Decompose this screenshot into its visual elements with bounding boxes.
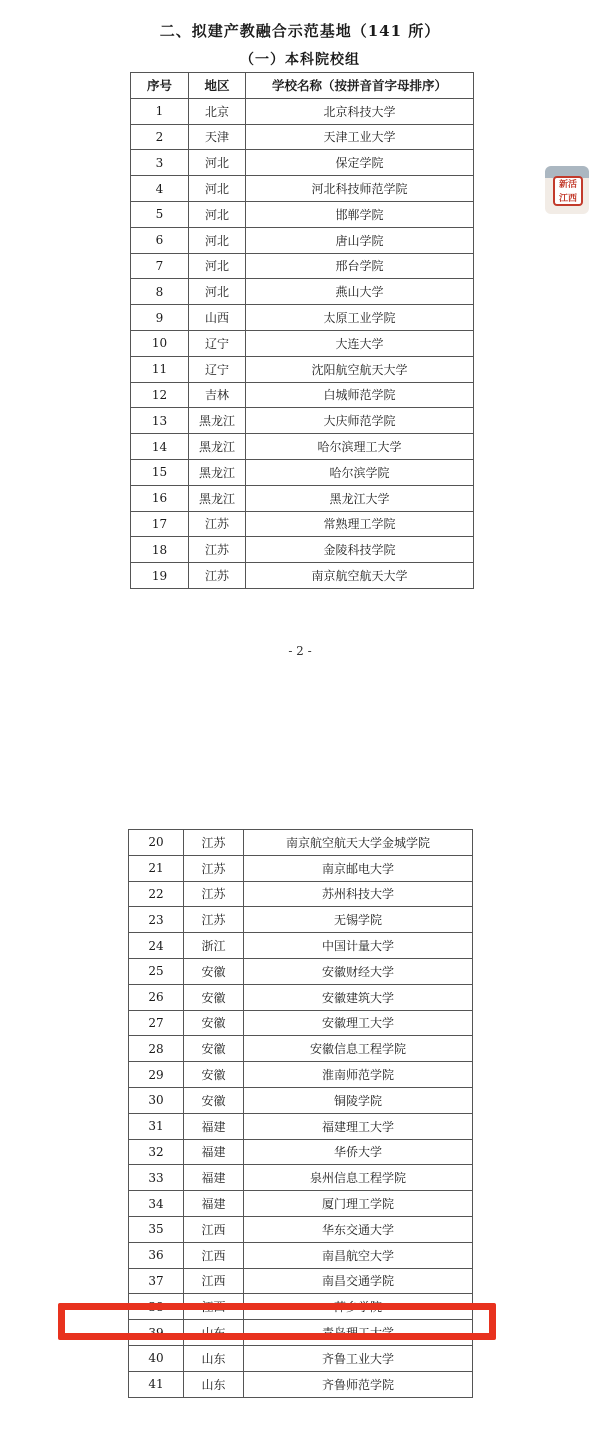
cell-number: 31: [129, 1113, 184, 1139]
watermark-stamp: [545, 166, 589, 214]
cell-region: 黑龙江: [189, 485, 246, 511]
cell-region: 浙江: [184, 933, 244, 959]
cell-number: 21: [129, 855, 184, 881]
cell-number: 10: [131, 330, 189, 356]
highlight-box: [58, 1303, 496, 1340]
cell-number: 13: [131, 408, 189, 434]
cell-school-name: 沈阳航空航天大学: [246, 356, 474, 382]
cell-region: 辽宁: [189, 330, 246, 356]
table-row: [131, 408, 474, 434]
cell-number: 40: [129, 1345, 184, 1371]
cell-number: 17: [131, 511, 189, 537]
cell-region: 江苏: [184, 881, 244, 907]
cell-region: 安徽: [184, 1036, 244, 1062]
table-row: [129, 1087, 473, 1113]
cell-region: 河北: [189, 201, 246, 227]
cell-number: 22: [129, 881, 184, 907]
table-row: [129, 1216, 473, 1242]
cell-school-name: 河北科技师范学院: [246, 176, 474, 202]
table-row: [131, 98, 474, 124]
cell-school-name: 福建理工大学: [244, 1113, 473, 1139]
cell-school-name: 大连大学: [246, 330, 474, 356]
cell-region: 安徽: [184, 984, 244, 1010]
school-table-page-1: [130, 72, 474, 589]
table-row: [131, 227, 474, 253]
cell-number: 20: [129, 830, 184, 856]
cell-school-name: 铜陵学院: [244, 1087, 473, 1113]
header-number: 序号: [131, 73, 189, 99]
table-row: [129, 1242, 473, 1268]
cell-region: 黑龙江: [189, 459, 246, 485]
cell-school-name: 北京科技大学: [246, 98, 474, 124]
table-row: [131, 176, 474, 202]
table-row: [129, 1345, 473, 1371]
cell-school-name: 邢台学院: [246, 253, 474, 279]
document-title: 二、拟建产教融合示范基地（141 所）: [159, 22, 441, 40]
cell-school-name: 泉州信息工程学院: [244, 1165, 473, 1191]
cell-region: 山东: [184, 1371, 244, 1397]
cell-school-name: 唐山学院: [246, 227, 474, 253]
table-row: [129, 1036, 473, 1062]
cell-number: 2: [131, 124, 189, 150]
table-row: [131, 485, 474, 511]
table-row: [131, 434, 474, 460]
table-row: [131, 537, 474, 563]
section-subtitle: （一）本科院校组: [240, 52, 360, 68]
cell-number: 18: [131, 537, 189, 563]
cell-number: 34: [129, 1191, 184, 1217]
table-row: [131, 201, 474, 227]
cell-number: 35: [129, 1216, 184, 1242]
cell-region: 河北: [189, 279, 246, 305]
table-row: [129, 984, 473, 1010]
cell-number: 7: [131, 253, 189, 279]
table-row: [131, 279, 474, 305]
table-row: [131, 253, 474, 279]
cell-region: 江苏: [184, 830, 244, 856]
cell-number: 8: [131, 279, 189, 305]
cell-number: 23: [129, 907, 184, 933]
table-row: [129, 1062, 473, 1088]
table-row: [131, 305, 474, 331]
cell-number: 39: [129, 1320, 184, 1346]
cell-school-name: 安徽财经大学: [244, 958, 473, 984]
cell-school-name: 南昌航空大学: [244, 1242, 473, 1268]
table-row: [131, 382, 474, 408]
table-row: [131, 563, 474, 589]
table-row: [129, 907, 473, 933]
cell-region: 安徽: [184, 1062, 244, 1088]
cell-school-name: 华侨大学: [244, 1139, 473, 1165]
table-row: [129, 855, 473, 881]
cell-region: 山西: [189, 305, 246, 331]
cell-school-name: 金陵科技学院: [246, 537, 474, 563]
cell-school-name: 哈尔滨理工大学: [246, 434, 474, 460]
cell-region: 辽宁: [189, 356, 246, 382]
cell-school-name: 常熟理工学院: [246, 511, 474, 537]
table-row: [131, 459, 474, 485]
cell-number: 4: [131, 176, 189, 202]
cell-region: 黑龙江: [189, 434, 246, 460]
cell-school-name: 黑龙江大学: [246, 485, 474, 511]
cell-region: 江西: [184, 1294, 244, 1320]
cell-school-name: 保定学院: [246, 150, 474, 176]
cell-school-name: 萍乡学院: [244, 1294, 473, 1320]
cell-region: 北京: [189, 98, 246, 124]
cell-school-name: 无锡学院: [244, 907, 473, 933]
cell-school-name: 青岛理工大学: [244, 1320, 473, 1346]
cell-number: 1: [131, 98, 189, 124]
cell-region: 江西: [184, 1216, 244, 1242]
cell-school-name: 南京航空航天大学金城学院: [244, 830, 473, 856]
cell-number: 14: [131, 434, 189, 460]
cell-number: 33: [129, 1165, 184, 1191]
cell-region: 山东: [184, 1320, 244, 1346]
cell-region: 福建: [184, 1165, 244, 1191]
cell-school-name: 淮南师范学院: [244, 1062, 473, 1088]
cell-school-name: 南京邮电大学: [244, 855, 473, 881]
cell-region: 吉林: [189, 382, 246, 408]
table-row: [131, 511, 474, 537]
cell-region: 福建: [184, 1191, 244, 1217]
table-row: [129, 933, 473, 959]
cell-number: 6: [131, 227, 189, 253]
table-row: [129, 881, 473, 907]
header-region: 地区: [189, 73, 246, 99]
cell-number: 16: [131, 485, 189, 511]
cell-region: 河北: [189, 253, 246, 279]
table-row: [129, 1191, 473, 1217]
header-school-name: 学校名称（按拼音首字母排序）: [246, 73, 474, 99]
cell-region: 江苏: [189, 537, 246, 563]
cell-region: 河北: [189, 150, 246, 176]
cell-region: 黑龙江: [189, 408, 246, 434]
cell-number: 5: [131, 201, 189, 227]
table-row: [129, 1139, 473, 1165]
cell-number: 3: [131, 150, 189, 176]
cell-region: 福建: [184, 1113, 244, 1139]
cell-school-name: 中国计量大学: [244, 933, 473, 959]
cell-region: 山东: [184, 1345, 244, 1371]
cell-school-name: 苏州科技大学: [244, 881, 473, 907]
cell-school-name: 大庆师范学院: [246, 408, 474, 434]
stamp-logo-icon: 新活 江西: [553, 176, 583, 206]
cell-school-name: 太原工业学院: [246, 305, 474, 331]
cell-school-name: 华东交通大学: [244, 1216, 473, 1242]
table-row: [129, 958, 473, 984]
table-row: [131, 150, 474, 176]
cell-region: 江苏: [189, 563, 246, 589]
cell-region: 河北: [189, 176, 246, 202]
cell-number: 28: [129, 1036, 184, 1062]
cell-school-name: 安徽理工大学: [244, 1010, 473, 1036]
cell-school-name: 燕山大学: [246, 279, 474, 305]
cell-school-name: 齐鲁师范学院: [244, 1371, 473, 1397]
cell-school-name: 厦门理工学院: [244, 1191, 473, 1217]
cell-number: 26: [129, 984, 184, 1010]
table-row: [129, 1268, 473, 1294]
cell-number: 36: [129, 1242, 184, 1268]
cell-school-name: 安徽信息工程学院: [244, 1036, 473, 1062]
table-row: [131, 330, 474, 356]
cell-number: 24: [129, 933, 184, 959]
cell-number: 27: [129, 1010, 184, 1036]
cell-number: 38: [129, 1294, 184, 1320]
table-row: [131, 356, 474, 382]
cell-school-name: 邯郸学院: [246, 201, 474, 227]
cell-region: 江苏: [189, 511, 246, 537]
cell-school-name: 天津工业大学: [246, 124, 474, 150]
table-row: [129, 830, 473, 856]
table-header-row: [131, 73, 474, 99]
cell-region: 河北: [189, 227, 246, 253]
cell-region: 安徽: [184, 1010, 244, 1036]
cell-number: 19: [131, 563, 189, 589]
cell-school-name: 白城师范学院: [246, 382, 474, 408]
table-row: [129, 1165, 473, 1191]
cell-region: 江西: [184, 1242, 244, 1268]
cell-number: 11: [131, 356, 189, 382]
cell-number: 25: [129, 958, 184, 984]
page-number: - 2 -: [288, 644, 312, 658]
cell-number: 37: [129, 1268, 184, 1294]
table-row: [129, 1113, 473, 1139]
cell-number: 29: [129, 1062, 184, 1088]
cell-region: 天津: [189, 124, 246, 150]
cell-region: 江西: [184, 1268, 244, 1294]
cell-number: 30: [129, 1087, 184, 1113]
cell-region: 安徽: [184, 958, 244, 984]
table-row: [131, 124, 474, 150]
cell-number: 41: [129, 1371, 184, 1397]
cell-school-name: 安徽建筑大学: [244, 984, 473, 1010]
cell-school-name: 齐鲁工业大学: [244, 1345, 473, 1371]
cell-school-name: 南昌交通学院: [244, 1268, 473, 1294]
table-row: [129, 1371, 473, 1397]
cell-region: 江苏: [184, 855, 244, 881]
cell-number: 12: [131, 382, 189, 408]
cell-region: 江苏: [184, 907, 244, 933]
table-row: [129, 1010, 473, 1036]
cell-region: 安徽: [184, 1087, 244, 1113]
cell-school-name: 南京航空航天大学: [246, 563, 474, 589]
cell-number: 32: [129, 1139, 184, 1165]
cell-number: 9: [131, 305, 189, 331]
cell-region: 福建: [184, 1139, 244, 1165]
cell-school-name: 哈尔滨学院: [246, 459, 474, 485]
cell-number: 15: [131, 459, 189, 485]
